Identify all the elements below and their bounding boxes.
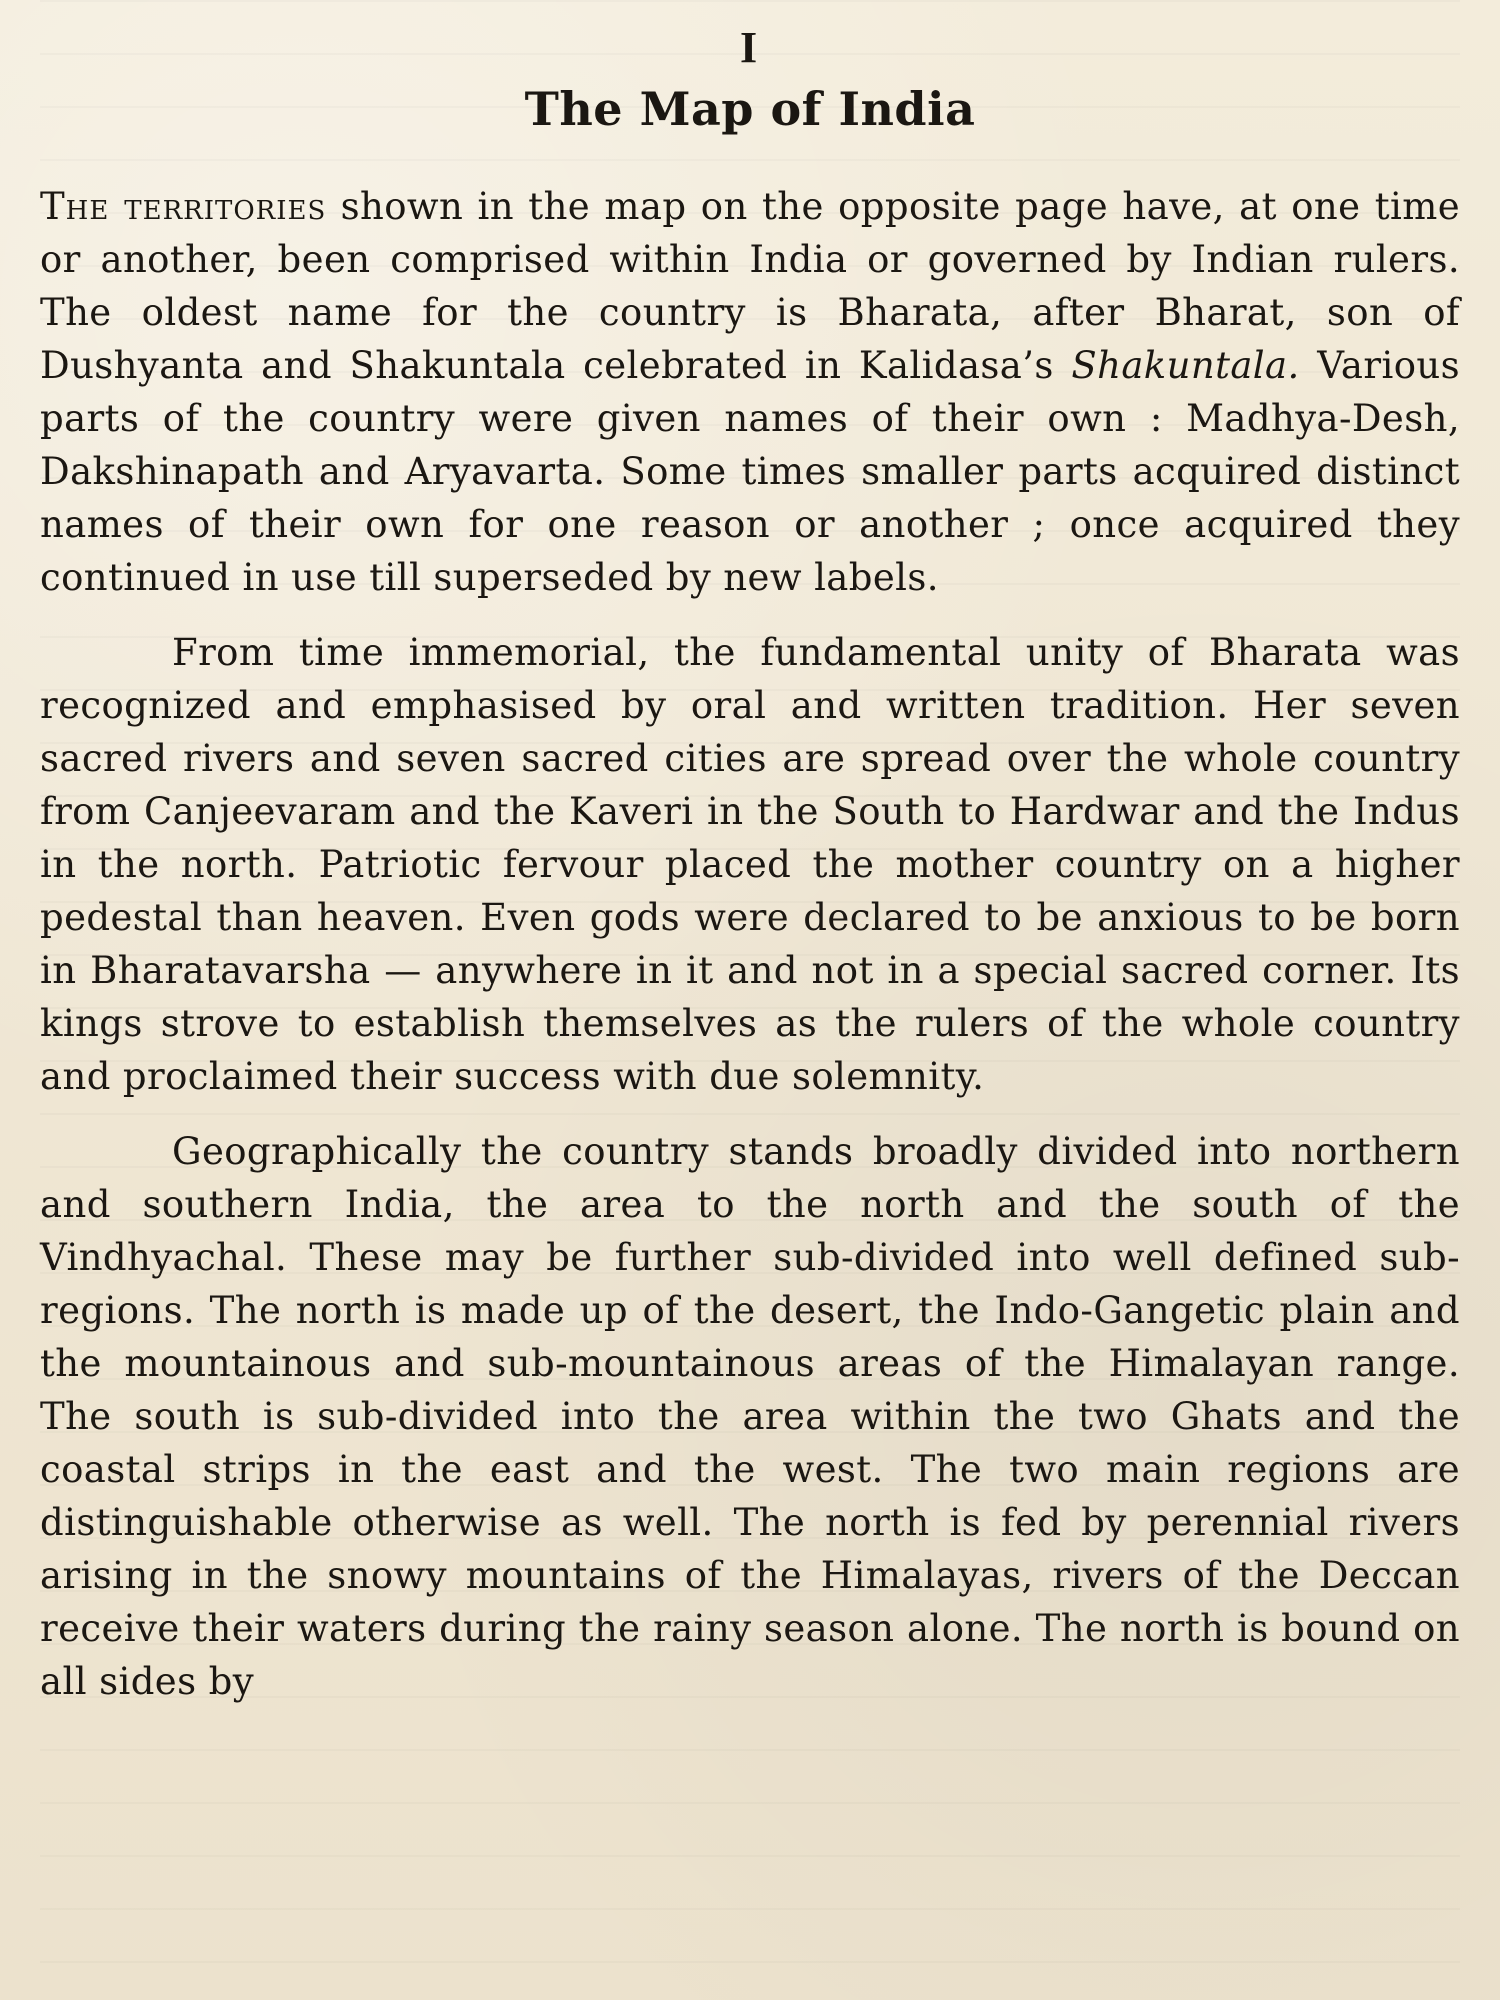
paragraph-1-lead: The territories: [40, 185, 327, 228]
paragraph-1-text-b: Various parts of the country were given names of their own : Madhya-Desh, Dakshinapath and Aryavarta. Some times smaller parts acquired distinct names of their own for one reason or another ; once acquired they continued in use till superseded by new labels.: [40, 344, 1461, 599]
chapter-number: I: [740, 23, 759, 72]
paragraph-3: Geographically the country stands broadly divided into northern and southern India, the area to the north and the south of the Vindhyachal. These may be further sub-divided into well defined sub-regions. The north is made up of the desert, the Indo-Gangetic plain and the mountainous and sub-mountainous areas of the Himalayan range. The south is sub-divided into the area within the two Ghats and the coastal strips in the east and the west. The two main regions are distinguishable otherwise as well. The north is fed by perennial rivers arising in the snowy mountains of the Himalayas, rivers of the Deccan receive their waters during the rainy season alone. The north is bound on all sides by: [40, 1130, 1460, 1703]
chapter-title: The Map of India: [524, 82, 976, 136]
body-text: [40, 180, 1460, 1708]
paragraph-1: [40, 180, 1460, 604]
paragraph-1-text-a: shown in the map on the opposite page have, at one time or another, been comprised within India or governed by Indian rulers. The oldest name for the country is Bharata, after Bharat, son of Dushyanta and Shakuntala celebrated in Kalidasa’s: [40, 185, 1460, 387]
paragraph-2: From time immemorial, the fundamental unity of Bharata was recognized and emphasised by oral and written tradition. Her seven sacred rivers and seven sacred cities are spread over the whole country from Canjeevaram and the Kaveri in the South to Hardwar and the Indus in the north. Patriotic fervour placed the mother country on a higher pedestal than heaven. Even gods were declared to be anxious to be born in Bharatavarsha — anywhere in it and not in a special sacred corner. Its kings strove to establish themselves as the rulers of the whole country and proclaimed their success with due solemnity.: [40, 631, 1460, 1098]
paragraph-1-work-title: Shakuntala.: [1071, 344, 1300, 387]
